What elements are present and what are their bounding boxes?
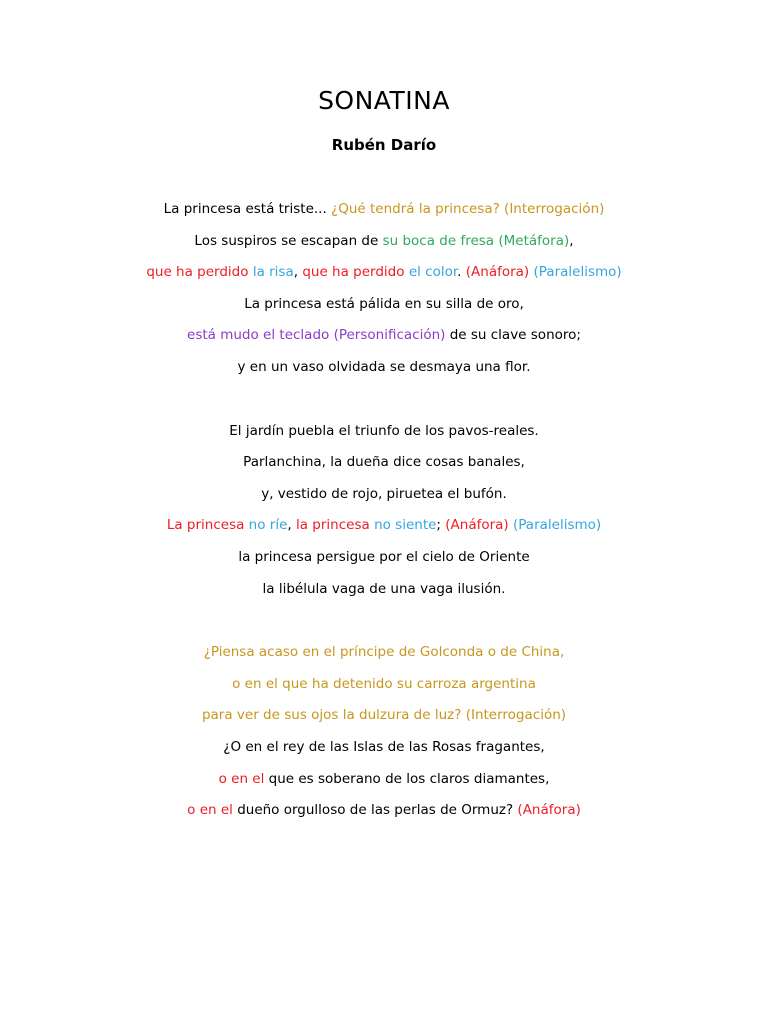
poem-text-segment: (Anáfora) [465, 264, 530, 281]
poem-text-segment: no siente [374, 517, 437, 534]
poem-text-segment: (Paralelismo) [513, 517, 602, 534]
poem-text-segment: Parlanchina, la dueña dice cosas banales, [243, 454, 525, 471]
poem-line [0, 479, 768, 511]
poem-line [0, 732, 768, 764]
poem-text-segment: no ríe [248, 517, 288, 534]
poem-text-segment: la princesa persigue por el cielo de Oriente [238, 548, 530, 565]
poem-text-segment: que ha perdido [146, 264, 253, 281]
poem-text-segment: El jardín puebla el triunfo de los pavos-reales. [229, 422, 539, 439]
poem-line [0, 669, 768, 701]
poem-text-segment: La princesa [166, 517, 249, 534]
poem-text-segment: (Paralelismo) [533, 264, 622, 281]
poem-text-segment: dueño orgulloso de las perlas de Ormuz? [232, 802, 518, 819]
poem-text-segment: o en el que ha detenido su carroza argentina [232, 675, 536, 692]
poem-line [0, 764, 768, 796]
stanza-gap [0, 384, 768, 416]
poem-text-segment: la libélula vaga de una vaga ilusión. [262, 580, 506, 597]
poem-line [0, 574, 768, 606]
poem-line [0, 289, 768, 321]
poem-author: Rubén Darío [331, 136, 437, 154]
poem-text-segment: La princesa está pálida en su silla de oro, [244, 295, 524, 312]
poem-text-segment: o en el [218, 770, 265, 787]
poem-line [0, 226, 768, 258]
poem-line [0, 320, 768, 352]
poem-text-segment: que ha perdido [302, 264, 409, 281]
poem-line [0, 795, 768, 827]
poem-line [0, 194, 768, 226]
poem-line [0, 352, 768, 384]
poem-text-segment: ¿Piensa acaso en el príncipe de Golconda o de China, [203, 644, 565, 661]
poem-stanza [0, 194, 768, 384]
poem-text-segment: de su clave sonoro; [445, 327, 581, 344]
poem-text-segment: está mudo el teclado (Personificación) [187, 327, 446, 344]
poem-text-segment: . [457, 264, 466, 281]
poem-text-segment: su boca de fresa (Metáfora) [382, 232, 570, 249]
poem-stanza [0, 416, 768, 606]
poem-line [0, 447, 768, 479]
poem-line [0, 510, 768, 542]
poem-text-segment: ; [436, 517, 446, 534]
poem-title: SONATINA [318, 86, 450, 115]
poem-text-segment: , [569, 232, 574, 249]
poem-body [0, 194, 768, 827]
poem-text-segment: que es soberano de los claros diamantes, [264, 770, 550, 787]
poem-line [0, 700, 768, 732]
poem-text-segment: ¿Qué tendrá la princesa? (Interrogación) [331, 201, 605, 217]
poem-text-segment: o en el [187, 802, 233, 819]
poem-text-segment: , [293, 264, 303, 281]
poem-text-segment: La princesa está triste... [163, 201, 332, 217]
poem-text-segment: Los suspiros se escapan de [194, 232, 383, 249]
poem-text-segment: y en un vaso olvidada se desmaya una flor. [237, 358, 531, 375]
poem-line [0, 637, 768, 669]
poem-text-segment: el color [408, 264, 458, 281]
poem-text-segment: la risa [252, 264, 294, 281]
poem-line [0, 542, 768, 574]
poem-text-segment: y, vestido de rojo, piruetea el bufón. [261, 485, 507, 502]
poem-text-segment: , [287, 517, 296, 534]
poem-text-segment: la princesa [295, 517, 375, 534]
poem-text-segment: para ver de sus ojos la dulzura de luz? (Interrogación) [201, 707, 567, 724]
poem-text-segment: (Anáfora) [445, 517, 509, 534]
stanza-gap [0, 605, 768, 637]
poem-line [0, 416, 768, 448]
poem-text-segment: (Anáfora) [517, 802, 581, 819]
poem-stanza [0, 637, 768, 827]
poem-line [0, 257, 768, 289]
poem-text-segment: ¿O en el rey de las Islas de las Rosas fragantes, [223, 738, 545, 755]
